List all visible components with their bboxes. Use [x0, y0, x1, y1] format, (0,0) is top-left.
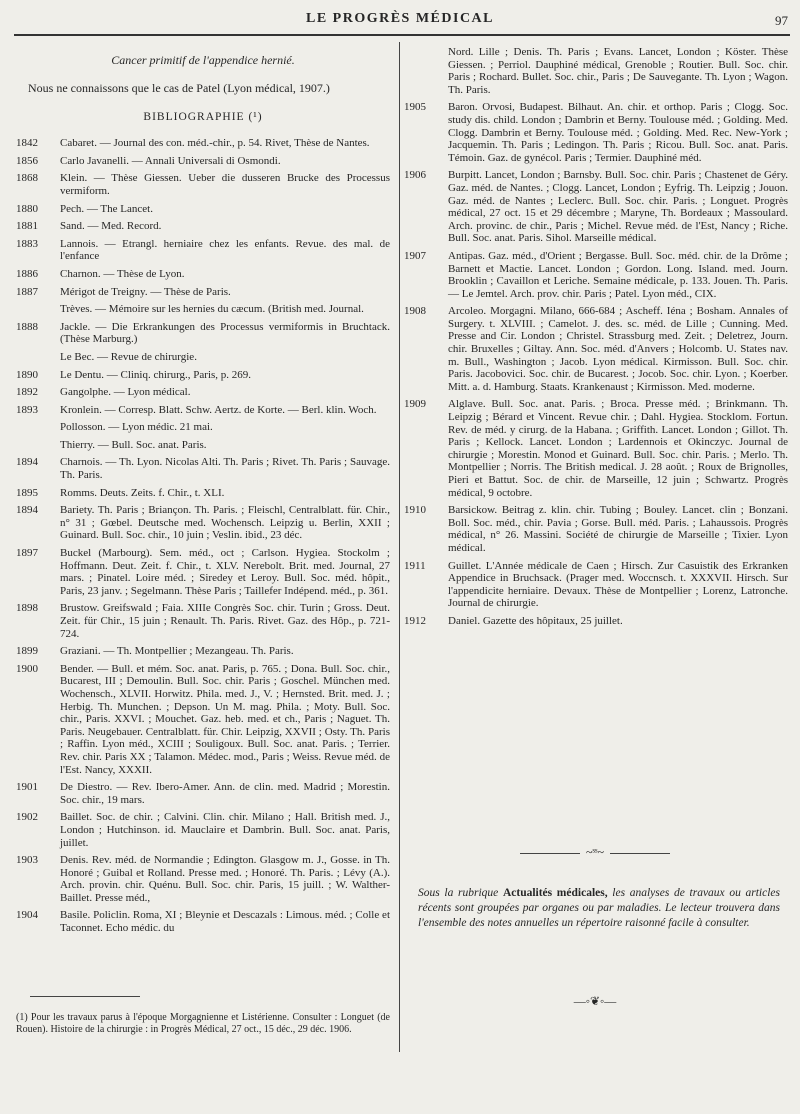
- entry-text: Arcoleo. Morgagni. Milano, 666-684 ; Ascheff. Iéna ; Bosham. Annales of Surgery. t. XLVIII. ; Camelot. J. des. sc. méd. de Lille ; Cunning. Med. Presse and Cir. London ; Christel. Strassburg med. Zeit. ; Deletrez, Journ. chir. Bruxelles ; Giltay. Ann. Soc. méd. d'Anvers ; Holcomb. U. States nav. m. Bull., Washington ; Jacob. Lyon médical. Kirmisson. Bull. Soc. chir. Paris. Jacobovici. Soc. chir. de Bucarest. ; Jocob. Soc. chir. Lyon. ; Koerber. Mitt. a. d. Hamburg. Staats. Krankenaust ; Kirmisson. Med. moderne.: [448, 305, 788, 393]
- bibliography-title: BIBLIOGRAPHIE (¹): [143, 110, 263, 123]
- entry-text: Le Dentu. — Cliniq. chirurg., Paris, p. 269.: [60, 368, 252, 381]
- entry-year: 1912: [404, 614, 426, 627]
- entry-year: 1909: [404, 398, 426, 411]
- entry-text: Nord. Lille ; Denis. Th. Paris ; Evans. Lancet, London ; Köster. Thèse Giessen. ; Perriol. Dauphiné médical, Grenoble ; Routier. Bull. Soc. chir. Paris ; Rochard. Bullet. Soc. chir., Paris ; De Sauvegante. Th. Lyon ; Wagon. Th. Paris.: [448, 46, 788, 96]
- entry-text: Klein. — Thèse Giessen. Ueber die dusseren Brucke des Processus vermiform.: [60, 172, 390, 197]
- section-subhead: Cancer primitif de l'appendice hernié.: [111, 53, 295, 67]
- entry-text: Le Bec. — Revue de chirurgie.: [60, 350, 197, 363]
- bibliography-entry: [16, 321, 390, 346]
- divider-glyph: ~ˢˢ~: [585, 845, 605, 859]
- entry-year: 1888: [16, 320, 38, 333]
- entry-year: 1906: [404, 169, 426, 182]
- page-header: [0, 11, 800, 33]
- bibliography-entry: [16, 404, 390, 417]
- bibliography-entry: [16, 238, 390, 263]
- entry-text: Carlo Javanelli. — Annali Universali di Osmondi.: [60, 154, 281, 167]
- bibliography-entry: [16, 645, 390, 658]
- intro-paragraph: Nous ne connaissons que le cas de Patel (Lyon médical, 1907.): [28, 80, 330, 95]
- entry-year: 1904: [16, 909, 38, 922]
- entry-year: 1893: [16, 403, 38, 416]
- entry-year: 1868: [16, 172, 38, 185]
- bibliography-entry: [404, 305, 788, 393]
- entry-year: [16, 351, 60, 364]
- entry-year: 1881: [16, 220, 38, 233]
- journal-title: LE PROGRÈS MÉDICAL: [305, 11, 495, 26]
- bibliography-entry: [16, 504, 390, 542]
- bibliography-entry: [16, 909, 390, 934]
- ornament: —◦❦◦—: [573, 994, 617, 1008]
- entry-text: Charnois. — Th. Lyon. Nicolas Alti. Th. Paris ; Rivet. Th. Paris ; Sauvage. Th. Paris.: [60, 456, 390, 482]
- bibliography-entry: [16, 439, 390, 452]
- bibliography-entry: [404, 560, 788, 610]
- entry-year: 1898: [16, 602, 38, 615]
- entry-year: 1900: [16, 662, 38, 675]
- entry-year: [16, 303, 60, 316]
- bibliography-entry: [404, 615, 788, 628]
- entry-text: Sand. — Med. Record.: [60, 220, 162, 233]
- entry-year: 1894: [16, 504, 38, 517]
- notice-text-start: Sous la rubrique: [418, 887, 503, 899]
- bibliography-entry: [16, 137, 390, 150]
- section-divider: [510, 845, 680, 860]
- entry-text: Gangolphe. — Lyon médical.: [60, 386, 191, 399]
- column-rule: [399, 42, 400, 1052]
- entry-year: 1908: [404, 305, 426, 318]
- entry-year: 1883: [16, 237, 38, 250]
- header-rule: [14, 34, 790, 36]
- entry-year: 1897: [16, 547, 38, 560]
- entry-text: Graziani. — Th. Montpellier ; Mezangeau. Th. Paris.: [60, 645, 294, 658]
- entry-text: Charnon. — Thèse de Lyon.: [60, 267, 185, 280]
- entry-text: Buckel (Marbourg). Sem. méd., oct ; Carlson. Hygiea. Stockolm ; Hoffmann. Deut. Zeit. f. Chir., t. XLV. Nerebolt. Brit. med. Journal, 27 mars. ; Pinatel. Loire méd. ; Siredey et Leroy. Bull. Soc. méd. hôpit., Paris, 23 janv. ; Segelmann. Thèse Paris ; Taillefer Indépend. méd., p. 361.: [60, 547, 390, 597]
- bibliography-entry: [404, 398, 788, 499]
- bibliography-entry: [16, 663, 390, 776]
- entry-text: Bender. — Bull. et mém. Soc. anat. Paris, p. 765. ; Dona. Bull. Soc. chir., Bucarest, III ; Demoulin. Bull. Soc. chir. Paris ; Goschel. München med. Wochensch., XLVII. Horwitz. Phila. med. J., V. ; Hernsted. Brit. med. J. ; Herbig. Th. Munchen. ; Depson. Un M. mag. Phila. ; Moty. Bull. Soc. chir., Paris. XXVI. ; Mouchet. Gaz. heb. med. et ch., Paris ; Naguet. Th. Paris. Neugebauer. Centralblatt. für. Chir. Leipzig, XXVII ; Osty. Th. Paris ; Raffin. Lyon méd., XCIII ; Souligoux. Bull. Soc. anat. Paris. ; Terrier. Rev. chir. Paris XX ; Talamon. Médec. mod., Paris ; Weiss. Revue méd. de l'Est. Nancy, XXXII.: [60, 662, 390, 776]
- right-column: [404, 46, 788, 633]
- entry-text: Daniel. Gazette des hôpitaux, 25 juillet.: [448, 614, 623, 627]
- bibliography-entry: [16, 386, 390, 399]
- entry-year: 1892: [16, 386, 38, 399]
- bibliography-entry: [16, 220, 390, 233]
- entry-year: 1910: [404, 504, 426, 517]
- bibliography-entry: [404, 101, 788, 164]
- entry-year: 1895: [16, 486, 38, 499]
- bibliography-entry: [16, 268, 390, 281]
- bibliography-entry: [16, 781, 390, 806]
- entry-text: Baron. Orvosi, Budapest. Bilhaut. An. chir. et orthop. Paris ; Clogg. Soc. study dis. child. London ; Dambrin et Berny. Toulouse méd. ; Golding. Med. Clogg. Dambrin et Berny. Toulouse méd. ; Golding. Med. Rec. New-York ; Jacquemin. Th. Paris ; Ledingon. Th. Paris ; Ricou. Bull. Soc. anat. Paris. Témoin. Gaz. de gynécol. Paris ; Termier. Dauphiné méd.: [448, 101, 788, 164]
- entry-text: De Diestro. — Rev. Ibero-Amer. Ann. de clin. med. Madrid ; Morestin. Soc. chir., 19 mars.: [60, 781, 390, 806]
- entry-text: Denis. Rev. méd. de Normandie ; Edington. Glasgow m. J., Gosse. in Th. Honoré ; Guibal et Rolland. Presse med. ; Honoré. Th. Paris. ; Lévy (A.). Arch. provin. chir. Quénu. Bull. Soc. chir. Paris, 15 juill. ; W. Walther-Baillet. Presse méd.,: [60, 854, 390, 904]
- footnote: (1) Pour les travaux parus à l'époque Morgagnienne et Listérienne. Consulter : Longuet (de Rouen). Histoire de la chirurgie : in Progrès Médical, 27 oct., 15 déc., 29 déc. 1906.: [16, 1012, 390, 1035]
- entry-text: Jackle. — Die Erkrankungen des Processus vermiformis in Bruchtack. (Thèse Marburg.): [60, 320, 390, 346]
- entry-text: Kronlein. — Corresp. Blatt. Schw. Aertz. de Korte. — Berl. klin. Woch.: [60, 403, 377, 416]
- bibliography-entry: [16, 303, 390, 316]
- entry-text: Pollosson. — Lyon médic. 21 mai.: [60, 421, 213, 434]
- entry-year: 1856: [16, 154, 38, 167]
- bibliography-entry: [16, 421, 390, 434]
- entry-text: Bariety. Th. Paris ; Briançon. Th. Paris. ; Fleischl, Centralblatt. für. Chir., n° 31 ; Gœbel. Deutsche med. Wochensch. Leipzig u. Berlin, XXII ; Guinard. Bull. Soc. chir., 10 juin ; Veslin. ibid., 23 déc.: [60, 504, 390, 542]
- bibliography-entry: [16, 203, 390, 216]
- entry-year: 1905: [404, 101, 426, 114]
- entry-year: 1887: [16, 285, 38, 298]
- bibliography-entry: [16, 456, 390, 481]
- entry-text: Thierry. — Bull. Soc. anat. Paris.: [60, 438, 207, 451]
- entry-year: 1842: [16, 137, 38, 150]
- entry-year: 1894: [16, 456, 38, 469]
- bibliography-entry: [16, 811, 390, 849]
- entry-text: Baillet. Soc. de chir. ; Calvini. Clin. chir. Milano ; Hall. British med. J., London ; Hutchinson. id. Mauclaire et Dambrin. Bull. Soc. anat. Paris, juillet.: [60, 811, 390, 849]
- entry-year: [16, 439, 60, 452]
- bibliography-entry: [16, 602, 390, 640]
- bibliography-entry: [16, 351, 390, 364]
- entry-year: 1911: [404, 559, 426, 572]
- bibliography-entry: [404, 169, 788, 245]
- entry-text: Alglave. Bull. Soc. anat. Paris. ; Broca. Presse méd. ; Brinkmann. Th. Leipzig ; Bérard et Vincent. Revue chir. ; Dahl. Hygiea. Stocklom. Fortun. Rev. de méd. y cirurg. de la Habana. ; Griffith. Lancet. London ; Gillot. Th. Paris ; Kellock. Lancet. London ; Lardennois et Okinczyc. Journal de chirurgie ; Morestin. Monod et Guinard. Bull. Soc. chir. Paris. ; Merlo. Th. Montpellier ; Norris. The British medical. J. 28 août. ; Roux de Brignolles, Pieri et Battut. Soc. de chir. de Marseille, 12 juin ; Schwartz. Progrès médical, 9 octobre.: [448, 398, 788, 499]
- notice-paragraph: [418, 886, 780, 931]
- entry-year: 1902: [16, 811, 38, 824]
- bibliography-entry: [16, 172, 390, 197]
- entry-text: Antipas. Gaz. méd., d'Orient ; Bergasse. Bull. Soc. méd. chir. de la Drôme ; Barnett et Mactie. Lancet. London ; Gordon. Long. Island. med. Journ. Brooklin ; Cavaillon et Leriche. Semaine médicale, p. 133. Jouen. Th. Paris. — Le Jemtel. Arch. prov. chir. Paris ; Patel. Lyon méd., CIX.: [448, 249, 788, 300]
- bibliography-entry: [16, 286, 390, 299]
- bibliography-entry: [16, 854, 390, 904]
- bibliography-entry: [16, 547, 390, 597]
- bibliography-entry: [404, 250, 788, 300]
- entry-year: 1903: [16, 854, 38, 867]
- notice-rubric: Actualités médicales,: [502, 887, 608, 899]
- bibliography-entry: [404, 504, 788, 554]
- entry-year: 1901: [16, 781, 38, 794]
- entry-year: 1899: [16, 645, 38, 658]
- entry-year: 1880: [16, 202, 38, 215]
- bibliography-entry: [16, 369, 390, 382]
- entry-text: Guillet. L'Année médicale de Caen ; Hirsch. Zur Casuistik des Erkranken Appendice in Bruchsack. (Prager med. Woccnsch. t. XXXVII. Hirsch. Sur l'appendicite herniaire. Devaux. Thèse de Montpellier ; Lorenz, Latronche. Journal de chirurgie.: [448, 559, 788, 610]
- entry-year: [404, 46, 448, 96]
- footnote-rule: [30, 996, 140, 997]
- entry-year: [16, 421, 60, 434]
- entry-year: 1886: [16, 267, 38, 280]
- entry-text: Romms. Deuts. Zeits. f. Chir., t. XLI.: [60, 486, 225, 499]
- bibliography-entry: [404, 46, 788, 96]
- entry-year: 1890: [16, 368, 38, 381]
- left-column: [16, 46, 390, 940]
- bibliography-list-left: [16, 137, 390, 939]
- entry-text: Pech. — The Lancet.: [60, 202, 153, 215]
- entry-text: Cabaret. — Journal des con. méd.-chir., p. 54. Rivet, Thèse de Nantes.: [60, 137, 370, 150]
- entry-text: Barsickow. Beitrag z. klin. chir. Tubing ; Bouley. Lancet. clin ; Bonzani. Boll. Soc. méd., chir. Pavia ; Gorse. Bull. méd. Paris. ; Lahaussois. Progrès médical, n° 26. Massini. Société de chirurgie de Marseille ; Tixier. Lyon médical.: [448, 504, 788, 554]
- entry-text: Brustow. Greifswald ; Faia. XIIIe Congrès Soc. chir. Turin ; Gross. Deut. Zeit. für Chir., 15 juin ; Renault. Th. Paris. Rivet. Gaz. des Hôp., p. 721-724.: [60, 602, 390, 640]
- entry-text: Lannois. — Etrangl. herniaire chez les enfants. Revue. des mal. de l'enfance: [60, 237, 390, 263]
- entry-text: Trèves. — Mémoire sur les hernies du cæcum. (British med. Journal.: [60, 303, 364, 316]
- bibliography-list-right: [404, 46, 788, 633]
- entry-year: 1907: [404, 249, 426, 262]
- page-number: 97: [775, 13, 788, 28]
- entry-text: Mérigot de Treigny. — Thèse de Paris.: [60, 285, 231, 298]
- entry-text: Basile. Policlin. Roma, XI ; Bleynie et Descazals : Limous. méd. ; Colle et Taconnet. Echo médic. du: [60, 909, 390, 935]
- notice-text-end: les analyses de travaux ou articles récents sont groupées par organes ou par maladies. Le lecteur trouvera dans l'ensemble des notes annuelles un répertoire raisonné facile à consulter.: [418, 887, 781, 929]
- bibliography-entry: [16, 155, 390, 168]
- entry-text: Burpitt. Lancet, London ; Barnsby. Bull. Soc. chir. Paris ; Chastenet de Géry. Gaz. méd. de Nantes. ; Clogg. Lancet, London ; Eyfrig. Th. Leipzig ; Jouon. Gaz. méd. de Nantes ; Leclerc. Bull. Soc. chir. Paris. ; Longuet. Progrès médical, 27 oct. 15 et 29 décembre ; Maryne, Th. Bordeaux ; Massoulard. Arch. provinc. de chir., Paris ; Michel. Revue méd. de l'Est, Nancy ; Riche. Bull. Soc. anat. Paris. Sihol. Marseille médical.: [448, 169, 788, 245]
- bibliography-entry: [16, 487, 390, 500]
